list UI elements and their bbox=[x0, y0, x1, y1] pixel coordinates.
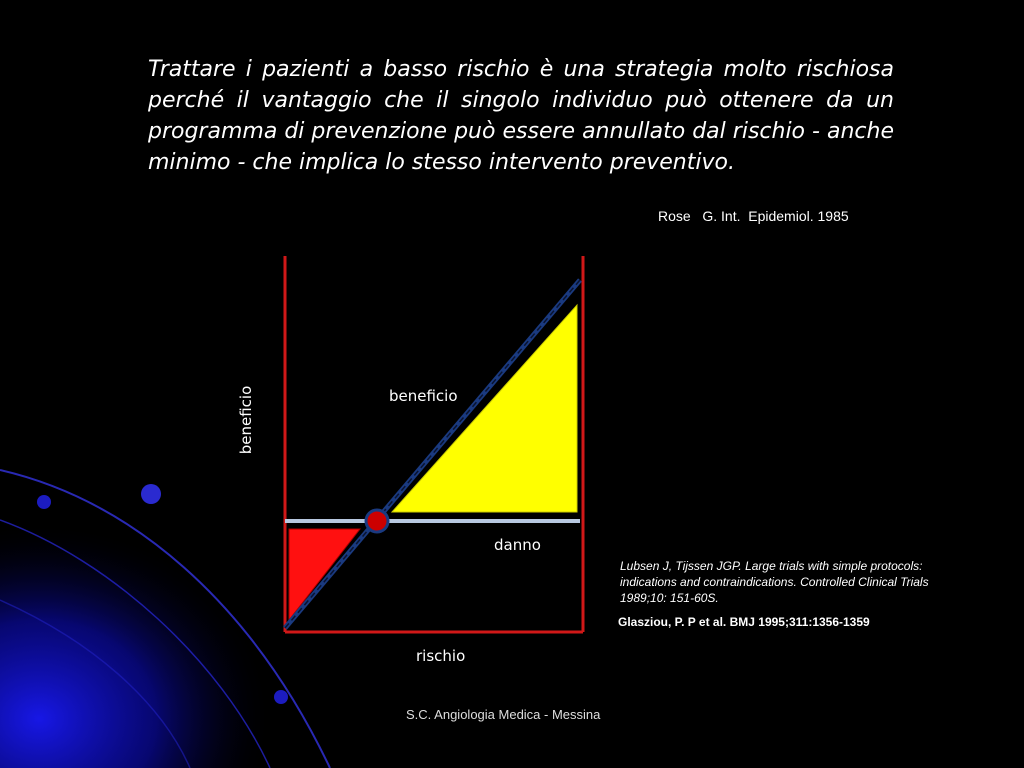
benefit-triangle bbox=[392, 305, 577, 512]
main-quote: Trattare i pazienti a basso rischio è una strategia molto rischiosa perché il vantaggio che il singolo individuo può ottenere da un programma di prevenzione può essere annullato dal rischio - anche minimo - che implica lo stesso intervento preventivo. bbox=[148, 57, 894, 175]
intersection-dot bbox=[366, 510, 388, 532]
benefit-region-label: beneficio bbox=[389, 387, 458, 405]
y-axis-label: beneficio bbox=[237, 385, 255, 455]
harm-region-label: danno bbox=[494, 536, 541, 554]
reference-lubsen: Lubsen J, Tijssen JGP. Large trials with simple protocols: indications and contraindications. Controlled Clinical Trials 1989;10: 151-60S. bbox=[620, 559, 929, 605]
x-axis-label: rischio bbox=[416, 647, 466, 665]
reference-rose: Rose G. Int. Epidemiol. 1985 bbox=[658, 208, 849, 224]
footer-text: S.C. Angiologia Medica - Messina bbox=[406, 707, 601, 722]
reference-glasziou: Glasziou, P. P et al. BMJ 1995;311:1356-1359 bbox=[618, 615, 870, 629]
harm-triangle bbox=[289, 529, 360, 620]
